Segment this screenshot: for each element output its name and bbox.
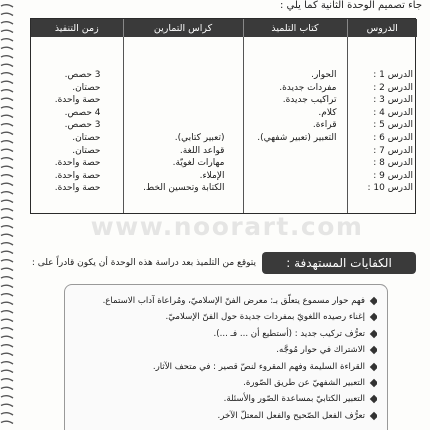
student-book-column [243, 37, 347, 213]
exercise-book-cell [128, 94, 239, 107]
competency-item [75, 309, 377, 325]
duration-cell: حصتان. [72, 145, 101, 156]
competency-item [75, 326, 377, 342]
lesson-cell: الدرس 8 : [373, 158, 413, 169]
exercise-book-cell [128, 82, 239, 95]
diamond-bullet-icon [370, 346, 377, 354]
watermark: www.noorart.com [90, 212, 364, 241]
diamond-bullet-icon [370, 379, 377, 387]
student-book-cell [248, 182, 343, 195]
exercise-book-cell: مهارات لغويّة. [172, 158, 225, 169]
diamond-bullet-icon [370, 313, 377, 321]
table-header-row [31, 19, 417, 37]
lesson-cell: الدرس 2 : [373, 82, 413, 93]
exercise-book-cell [128, 69, 239, 82]
student-book-cell: مفردات جديدة. [279, 82, 337, 93]
duration-cell: حصة واحدة. [54, 95, 101, 106]
competency-text: تعرُّف تركيب جديد : (أستطيع أن ... فـ ...). [213, 328, 365, 339]
spiral-binding [0, 0, 14, 430]
lesson-cell: الدرس 4 : [373, 107, 413, 118]
table-body-row [31, 37, 417, 213]
student-book-cell [248, 157, 343, 170]
lesson-cell: الدرس 3 : [373, 95, 413, 106]
competency-text: فهم حوار مسموع يتعلّق بـ: معرض الفنّ الإسلاميّ، ومُراعاة آداب الاستماع. [102, 296, 365, 306]
lesson-cell: الدرس 7 : [373, 145, 413, 156]
competency-item [75, 408, 377, 424]
units-table [30, 18, 416, 214]
diamond-bullet-icon [370, 297, 377, 305]
competencies-intro: يتوقع من التلميذ بعد دراسة هذه الوحدة أن يكون قادراً على : [31, 258, 256, 268]
duration-cell: حصتان. [72, 82, 101, 93]
duration-cell: حصتان. [72, 132, 101, 143]
competency-item [75, 342, 377, 358]
duration-cell: حصة واحدة. [54, 158, 101, 169]
duration-cell: 4 حصص. [64, 107, 101, 118]
student-book-cell: التعبير (تعبير شفهي). [257, 132, 337, 143]
competency-text: القراءة السليمة وفهم المقروء لنصّ قصير : في متحف الآثار. [152, 361, 365, 372]
lesson-cell: الدرس 6 : [373, 132, 413, 143]
diamond-bullet-icon [370, 395, 377, 403]
duration-cell: حصة واحدة. [54, 183, 101, 194]
lesson-cell: الدرس 9 : [373, 170, 413, 181]
competencies-list [65, 285, 387, 424]
competency-item [75, 375, 377, 391]
competencies-title: الكفايات المستهدفة : [262, 252, 416, 274]
diamond-bullet-icon [370, 330, 377, 338]
exercise-book-cell: قواعد اللغة. [179, 145, 225, 156]
competency-item [75, 293, 377, 309]
exercise-book-cell [128, 107, 239, 120]
diamond-bullet-icon [370, 411, 377, 419]
competency-text: التعبير الشفهيّ عن طريق الصّورة. [243, 377, 365, 388]
intro-line: جاء تصميم الوحدة الثانية كما يلي : [279, 0, 422, 11]
student-book-cell [248, 170, 343, 183]
student-book-cell: تراكيب جديدة. [282, 95, 337, 106]
competencies-header [20, 252, 420, 274]
lesson-cell: الدرس 10 : [367, 183, 413, 194]
exercise-book-column [123, 37, 243, 213]
competencies-box [64, 284, 388, 430]
competency-text: الاشتراك في حوار مُوجَّه. [276, 345, 365, 356]
exercise-book-cell: الكتابة وتحسين الخط. [143, 183, 225, 194]
duration-cell: 3 حصص. [64, 120, 101, 131]
competency-text: إغناء رصيده اللغويّ بمفردات جديدة حول الفنّ الإسلاميّ. [165, 312, 365, 323]
exercise-book-cell: (تعبير كتابي). [174, 132, 225, 143]
exercise-book-cell [128, 119, 239, 132]
student-book-cell [248, 145, 343, 158]
competency-item [75, 359, 377, 375]
exercise-book-cell: الإملاء. [199, 170, 225, 181]
competency-text: تعرُّف الفعل الصّحيح والفعل المعتلّ الآخر. [217, 410, 365, 421]
duration-cell: حصة واحدة. [54, 170, 101, 181]
diamond-bullet-icon [370, 362, 377, 370]
competency-text: التعبير الكتابيّ بمساعدة الصّور والأسئلة. [223, 394, 365, 405]
header-exercise-book: كراس التمارين [123, 19, 243, 37]
duration-column [31, 37, 123, 213]
student-book-cell: كلام. [318, 107, 337, 118]
header-lessons: الدروس [347, 19, 417, 37]
lesson-cell: الدرس 1 : [373, 70, 413, 80]
lesson-cell: الدرس 5 : [373, 120, 413, 131]
header-duration: زمن التنفيذ [31, 19, 123, 37]
header-student-book: كتاب التلميذ [243, 19, 347, 37]
competency-item [75, 391, 377, 407]
student-book-cell: الحوار. [311, 70, 337, 80]
duration-cell: 3 حصص. [64, 70, 101, 80]
student-book-cell: قراءة. [312, 120, 337, 131]
lessons-column [347, 37, 417, 213]
